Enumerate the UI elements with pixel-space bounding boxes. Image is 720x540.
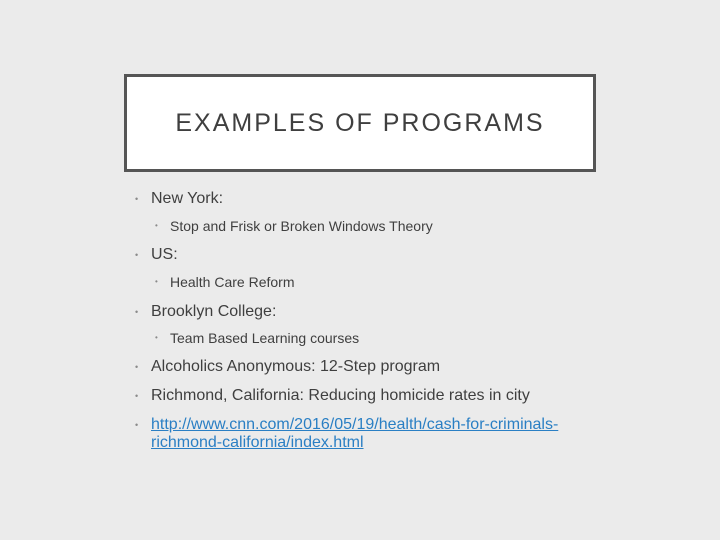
bullet-icon: •	[135, 250, 139, 260]
bullet-icon: •	[155, 333, 158, 342]
link-line-2[interactable]: richmond-california/index.html	[151, 434, 364, 451]
sub-item-text: Health Care Reform	[170, 274, 295, 290]
link-line-1[interactable]: http://www.cnn.com/2016/05/19/health/cash-for-criminals-	[151, 416, 559, 433]
list-item-brooklyn-college	[132, 303, 602, 321]
bullet-icon: •	[135, 307, 139, 317]
bullet-icon: •	[135, 362, 139, 372]
bullet-icon: •	[135, 420, 139, 430]
bullet-list	[132, 190, 602, 452]
sub-item-team-based	[132, 330, 602, 346]
list-item-richmond	[132, 387, 602, 405]
title-box	[124, 74, 596, 172]
list-item-us	[132, 246, 602, 264]
sub-item-text: Stop and Frisk or Broken Windows Theory	[170, 218, 433, 234]
list-item-text: New York:	[151, 190, 224, 207]
bullet-icon: •	[155, 277, 158, 286]
sub-item-stop-and-frisk	[132, 218, 602, 234]
list-item-cnn-link[interactable]	[132, 416, 602, 452]
cnn-article-link[interactable]	[151, 416, 558, 451]
sub-item-health-care	[132, 274, 602, 290]
list-item-text: Alcoholics Anonymous: 12-Step program	[151, 358, 441, 375]
slide-title: EXAMPLES OF PROGRAMS	[175, 108, 545, 137]
list-item-text: US:	[151, 246, 178, 263]
bullet-icon: •	[135, 391, 139, 401]
bullet-icon: •	[135, 194, 139, 204]
list-item-text: Richmond, California: Reducing homicide rates in city	[151, 387, 530, 404]
list-item-new-york	[132, 190, 602, 208]
bullet-icon: •	[155, 221, 158, 230]
sub-item-text: Team Based Learning courses	[170, 330, 360, 346]
list-item-text: Brooklyn College:	[151, 303, 277, 320]
list-item-alcoholics-anonymous	[132, 358, 602, 376]
